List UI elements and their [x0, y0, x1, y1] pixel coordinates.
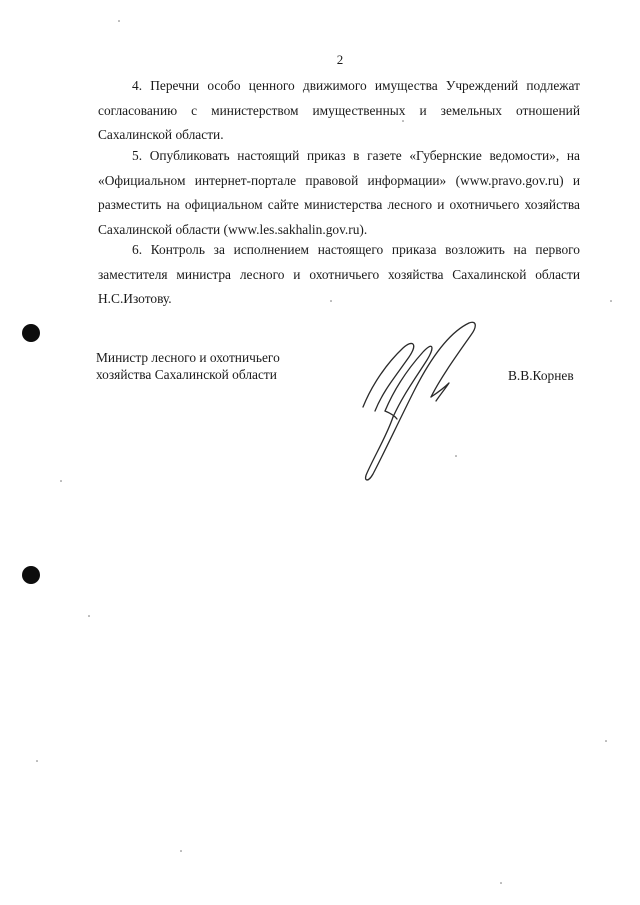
signatory-position-line-2: хозяйства Сахалинской области — [96, 366, 277, 382]
paragraph-item-4: 4. Перечни особо ценного движимого имущества Учреждений подлежат согласованию с министерством имущественных и земельных отношений Сахалинской области. — [98, 78, 580, 142]
scan-speck — [610, 300, 612, 302]
signatory-position — [96, 350, 280, 383]
scan-speck — [605, 740, 607, 742]
scan-speck — [402, 120, 404, 122]
page-number: 2 — [336, 52, 344, 67]
paragraph-item-6: 6. Контроль за исполнением настоящего приказа возложить на первого заместителя министра лесного и охотничьего хозяйства Сахалинской области Н.С.Изотову. — [98, 242, 580, 306]
scan-speck — [180, 850, 182, 852]
scan-speck — [500, 882, 502, 884]
scan-speck — [88, 615, 90, 617]
scan-speck — [330, 300, 332, 302]
punch-hole — [22, 324, 40, 342]
scan-speck — [455, 455, 457, 457]
scan-speck — [36, 760, 38, 762]
scan-speck — [118, 20, 120, 22]
punch-hole — [22, 566, 40, 584]
signatory-position-line-1: Министр лесного и охотничьего — [96, 350, 280, 365]
paragraph-item-5: 5. Опубликовать настоящий приказ в газете «Губернские ведомости», на «Официальном интернет-портале правовой информации» (www.pravo.gov.ru) и разместить на официальном сайте министерства лесного и охотничьего хозяйства Сахалинской области (www.les.sakhalin.gov.ru). — [98, 148, 580, 237]
signatory-name: В.В.Корнев — [508, 368, 574, 383]
handwritten-signature — [345, 315, 495, 485]
scan-speck — [60, 480, 62, 482]
